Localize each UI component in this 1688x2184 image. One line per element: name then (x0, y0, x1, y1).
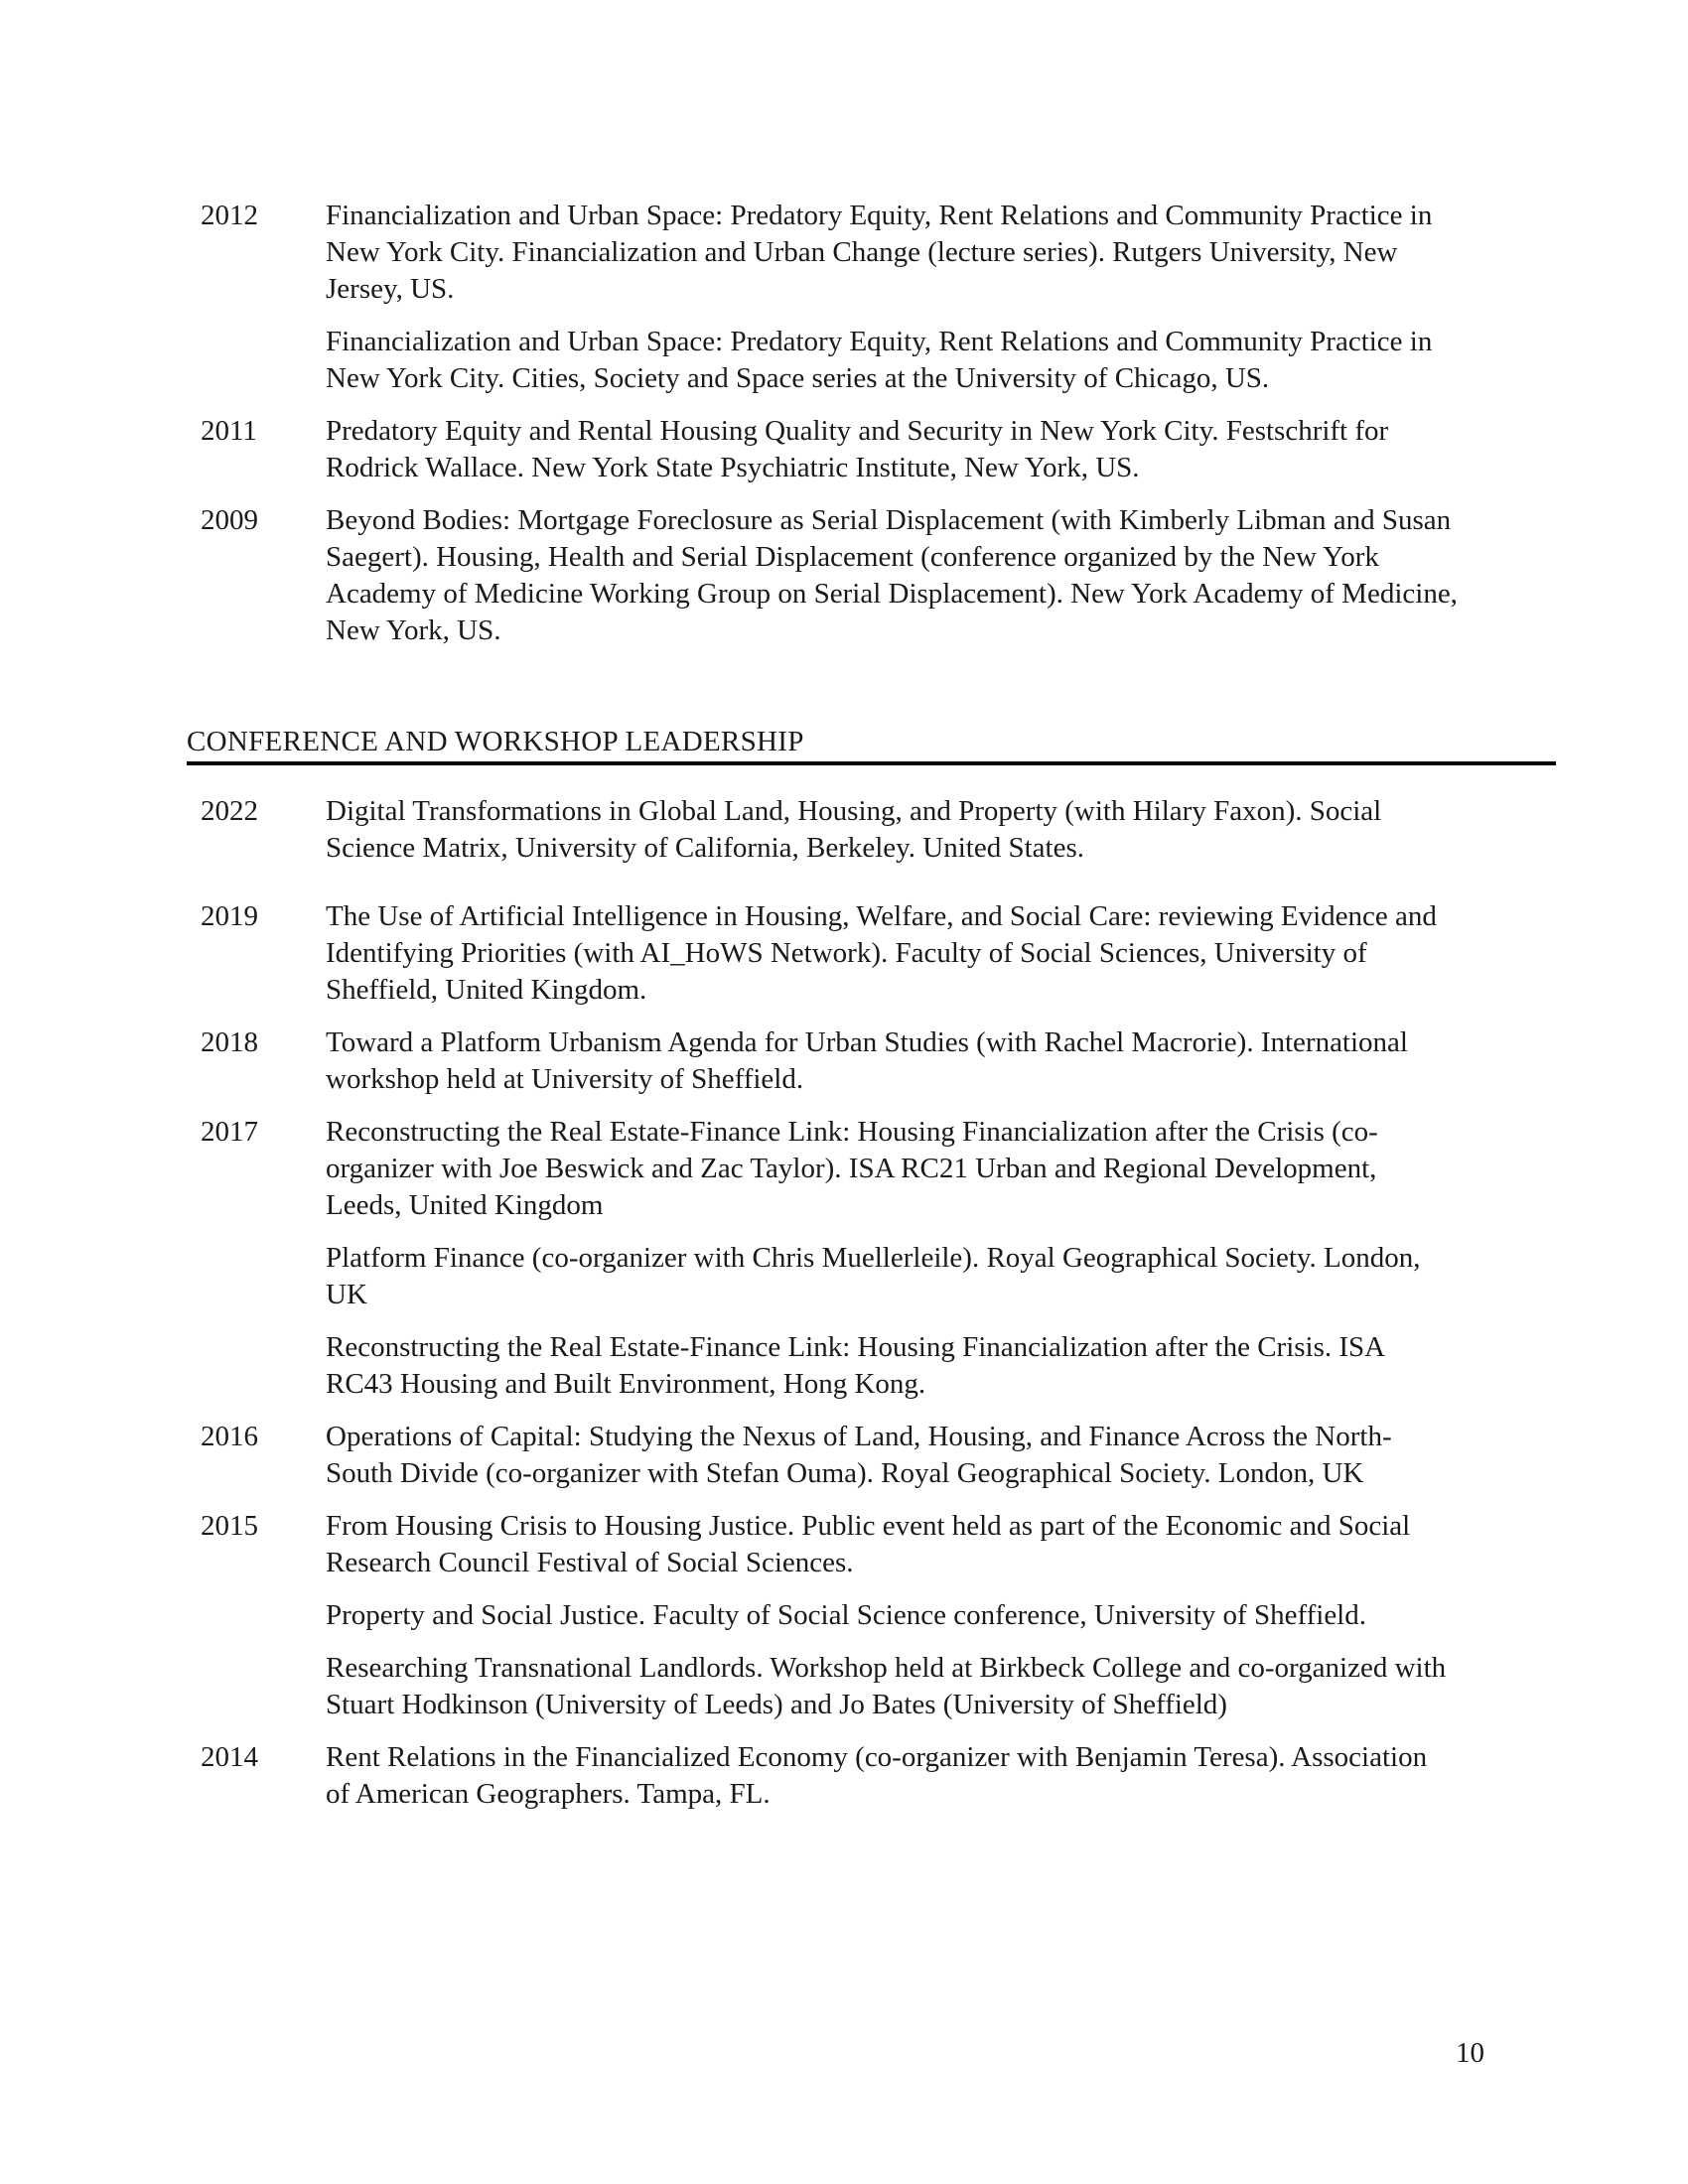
entry-year: 2012 (201, 200, 258, 231)
entry-year: 2011 (201, 415, 257, 447)
talk-entry-2012 (187, 198, 1477, 413)
leadership-entry-2018 (187, 1024, 1477, 1114)
entry-year: 2014 (201, 1741, 258, 1773)
leadership-entry-2017 (187, 1114, 1477, 1419)
leadership-entry-2019 (187, 898, 1477, 1024)
page-number: 10 (1456, 2037, 1484, 2069)
leadership-entry-2022 (187, 793, 1477, 883)
entry-items (326, 502, 1477, 665)
talks-section (187, 198, 1477, 665)
entry-items (326, 1508, 1477, 1739)
entry-text: Predatory Equity and Rental Housing Quality and Security in New York City. Festschrift for Rodrick Wallace. New York State Psychiatric Institute, New York, US. (326, 415, 1389, 483)
entry-items (326, 793, 1477, 883)
entry-text: Rent Relations in the Financialized Economy (co-organizer with Benjamin Teresa). Association of American Geographers. Tampa, FL. (326, 1741, 1428, 1810)
entry-year: 2016 (201, 1421, 258, 1452)
entry-text: Beyond Bodies: Mortgage Foreclosure as Serial Displacement (with Kimberly Libman and Susan Saegert). Housing, Health and Serial Displacement (conference organized by the New York Academy of Medicine Working Group on Serial Displacement). New York Academy of Medicine, New York, US. (326, 504, 1458, 646)
entry-year: 2022 (201, 795, 258, 827)
entry-text: Platform Finance (co-organizer with Chris Muellerleile). Royal Geographical Society. London, UK (326, 1242, 1421, 1310)
leadership-entry-2014 (187, 1739, 1477, 1829)
leadership-entry-2016 (187, 1419, 1477, 1508)
entry-text: Researching Transnational Landlords. Workshop held at Birkbeck College and co-organized with Stuart Hodkinson (University of Leeds) and Jo Bates (University of Sheffield) (326, 1652, 1447, 1720)
talk-entry-2011 (187, 413, 1477, 502)
entry-text: Property and Social Justice. Faculty of Social Science conference, University of Sheffield. (326, 1599, 1366, 1631)
entry-year: 2019 (201, 900, 258, 932)
entry-year: 2018 (201, 1026, 258, 1058)
entry-items (326, 1024, 1477, 1114)
leadership-section (187, 793, 1477, 1829)
entry-text: Financialization and Urban Space: Predatory Equity, Rent Relations and Community Practice in New York City. Cities, Society and Space series at the University of Chicago, US. (326, 326, 1433, 394)
entry-text: Reconstructing the Real Estate-Finance Link: Housing Financialization after the Crisis (co-organizer with Joe Beswick and Zac Taylor). ISA RC21 Urban and Regional Development, Leeds, United Kingdom (326, 1116, 1378, 1221)
entry-text: From Housing Crisis to Housing Justice. Public event held as part of the Economic and Social Research Council Festival of Social Sciences. (326, 1510, 1411, 1578)
entry-items (326, 413, 1477, 502)
entry-text: Operations of Capital: Studying the Nexus of Land, Housing, and Finance Across the North-South Divide (co-organizer with Stefan Ouma). Royal Geographical Society. London, UK (326, 1421, 1392, 1489)
section-heading: CONFERENCE AND WORKSHOP LEADERSHIP (187, 724, 1556, 765)
entry-year: 2015 (201, 1510, 258, 1542)
entry-items (326, 198, 1477, 413)
entry-text: Toward a Platform Urbanism Agenda for Urban Studies (with Rachel Macrorie). International workshop held at University of Sheffield. (326, 1026, 1408, 1095)
entry-year: 2017 (201, 1116, 258, 1148)
entry-text: Financialization and Urban Space: Predatory Equity, Rent Relations and Community Practice in New York City. Financialization and Urban Change (lecture series). Rutgers University, New Jersey, US. (326, 200, 1433, 305)
entry-items (326, 898, 1477, 1024)
entry-items (326, 1739, 1477, 1829)
talk-entry-2009 (187, 502, 1477, 665)
entry-text: Digital Transformations in Global Land, Housing, and Property (with Hilary Faxon). Social Science Matrix, University of California, Berkeley. United States. (326, 795, 1382, 864)
leadership-entry-2015 (187, 1508, 1477, 1739)
entry-items (326, 1419, 1477, 1508)
entry-items (326, 1114, 1477, 1419)
entry-text: The Use of Artificial Intelligence in Housing, Welfare, and Social Care: reviewing Evidence and Identifying Priorities (with AI_HoWS Network). Faculty of Social Sciences, University of Sheffield, United Kingdom. (326, 900, 1437, 1006)
entry-year: 2009 (201, 504, 258, 536)
entry-text: Reconstructing the Real Estate-Finance Link: Housing Financialization after the Crisis. ISA RC43 Housing and Built Environment, Hong Kong. (326, 1331, 1384, 1400)
